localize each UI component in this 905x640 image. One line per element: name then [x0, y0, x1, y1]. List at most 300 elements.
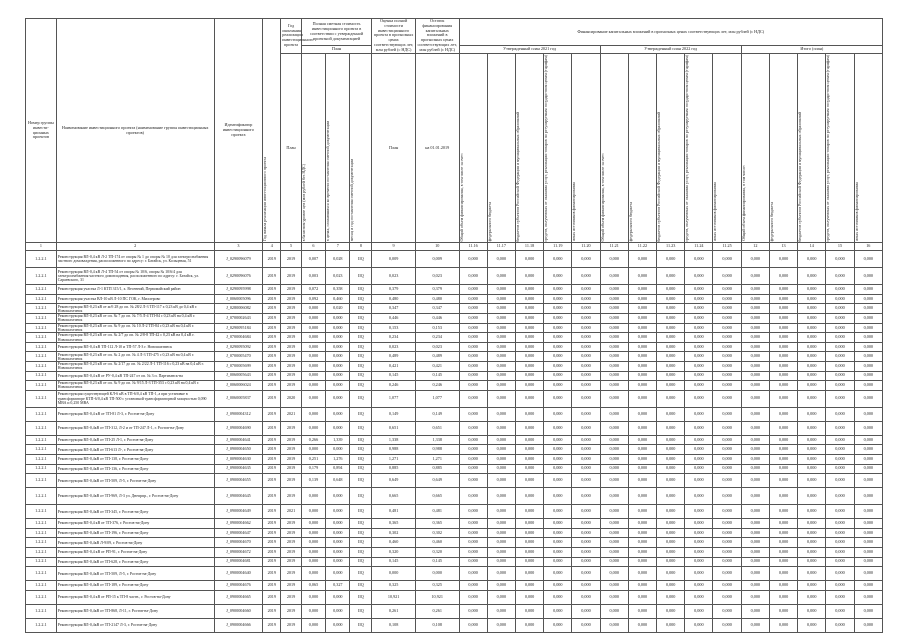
cell-rm: 0,145 — [415, 557, 459, 567]
cell-financing: 0,000 — [769, 604, 797, 618]
cell-financing: 0,000 — [628, 390, 656, 407]
cell-financing: 0,000 — [515, 390, 543, 407]
cell-c3: IIQ — [350, 362, 372, 372]
cell-financing: 0,000 — [769, 362, 797, 372]
cell-financing: 0,000 — [685, 474, 713, 488]
cell-financing: 0,000 — [600, 567, 628, 581]
cell-financing: 0,000 — [769, 251, 797, 268]
cell-financing: 0,000 — [572, 421, 600, 435]
cell-financing: 0,000 — [544, 557, 572, 567]
cell-financing: 0,000 — [685, 557, 713, 567]
cell-financing: 0,000 — [741, 604, 769, 618]
cell-fc: 0,988 — [372, 445, 416, 455]
cell-name: Реконструкция ВЛ-0,4кВ от ТП-25 Л-1, г. Ростов-на-Дону — [56, 435, 214, 445]
cell-financing: 0,000 — [459, 314, 487, 324]
cell-financing: 0,000 — [600, 342, 628, 352]
cell-financing: 0,000 — [713, 604, 741, 618]
cell-financing: 0,000 — [741, 519, 769, 529]
cell-financing: 0,000 — [826, 488, 854, 505]
cell-rm: 0,665 — [415, 488, 459, 505]
cell-ye: 2019 — [281, 304, 302, 314]
cell-financing: 0,000 — [600, 538, 628, 548]
cell-id: J_0900004681 — [214, 557, 263, 567]
cell-fc: 0,149 — [372, 407, 416, 421]
cell-rm: 0,651 — [415, 421, 459, 435]
cell-fc: 0,000 — [372, 567, 416, 581]
cell-fc: 0,320 — [372, 547, 416, 557]
cell-financing: 0,000 — [826, 557, 854, 567]
cell-name: Реконструкция ВЛ-0,4кВ от ТП-509, Л-5, г. Ростов-на-Дону — [56, 567, 214, 581]
cell-financing: 0,000 — [544, 421, 572, 435]
cell-financing: 0,000 — [600, 381, 628, 391]
cell-c3: IIQ — [350, 528, 372, 538]
cell-fc: 0,651 — [372, 421, 416, 435]
cell-financing: 0,000 — [826, 474, 854, 488]
cell-name: Реконструкция ВЛ-0,4 кВ от РУ-0,4 кВ ТП-247 от оп. № 3 п. Партизанск-на — [56, 371, 214, 381]
cell-financing: 0,000 — [769, 421, 797, 435]
cell-financing: 0,000 — [487, 464, 515, 474]
table-row — [26, 618, 883, 632]
cell-financing: 0,000 — [544, 519, 572, 529]
cell-financing: 0,000 — [544, 590, 572, 604]
cell-financing: 0,000 — [572, 304, 600, 314]
cell-c3: IIQ — [350, 435, 372, 445]
cell-financing: 0,000 — [657, 268, 685, 285]
cell-financing: 0,000 — [713, 538, 741, 548]
cell-financing: 0,000 — [657, 362, 685, 372]
cell-financing: 0,000 — [544, 362, 572, 372]
cell-financing: 0,000 — [628, 519, 656, 529]
cell-financing: 0,000 — [741, 567, 769, 581]
cell-c3: IIQ — [350, 407, 372, 421]
cell-financing: 0,000 — [741, 581, 769, 591]
cell-financing: 0,000 — [628, 268, 656, 285]
cell-financing: 0,000 — [572, 251, 600, 268]
cell-financing: 0,000 — [685, 435, 713, 445]
cell-fc: 0,023 — [372, 342, 416, 352]
cell-financing: 0,000 — [713, 590, 741, 604]
cell-c1: 0,000 — [301, 407, 325, 421]
cell-ye: 2019 — [281, 371, 302, 381]
cell-id: J_0280006082 — [214, 304, 263, 314]
cell-ys: 2019 — [263, 464, 281, 474]
cell-financing: 0,000 — [628, 421, 656, 435]
cell-ys: 2019 — [263, 407, 281, 421]
cell-c3: IIQ — [350, 342, 372, 352]
cell-financing: 0,000 — [769, 618, 797, 632]
cell-ys: 2019 — [263, 294, 281, 304]
cell-rm: 0,446 — [415, 314, 459, 324]
cell-financing: 0,000 — [798, 333, 826, 343]
cell-financing: 0,000 — [572, 590, 600, 604]
cell-name: Реконструкция ВЛ-0,4кВ от ТП-345, г. Ростов-на-Дону — [56, 505, 214, 519]
cell-fc: 0,665 — [372, 488, 416, 505]
cell-ys: 2019 — [263, 454, 281, 464]
cell-ye: 2019 — [281, 604, 302, 618]
cell-financing: 0,000 — [657, 381, 685, 391]
cell-financing: 0,000 — [487, 342, 515, 352]
cell-financing: 0,000 — [713, 547, 741, 557]
cell-financing: 0,000 — [741, 407, 769, 421]
cell-c3: IIQ — [350, 304, 372, 314]
header-2021-total: Общий объем финансирования, в том числе за счет: — [459, 53, 487, 243]
cell-financing: 0,000 — [826, 581, 854, 591]
cell-ye: 2019 — [281, 528, 302, 538]
cell-financing: 0,000 — [826, 590, 854, 604]
cell-financing: 0,000 — [657, 251, 685, 268]
cell-financing: 0,000 — [657, 294, 685, 304]
cell-financing: 0,000 — [713, 474, 741, 488]
cell-financing: 0,000 — [826, 304, 854, 314]
header-cost-sub-a: в базисном уровне цен (млн рублей без НДС) — [301, 53, 325, 243]
cell-financing: 0,000 — [657, 464, 685, 474]
cell-financing: 0,000 — [544, 488, 572, 505]
cell-financing: 0,000 — [600, 390, 628, 407]
cell-financing: 0,000 — [628, 505, 656, 519]
cell-financing: 0,000 — [713, 294, 741, 304]
header-year-end-plan: План — [281, 53, 302, 243]
cell-financing: 0,000 — [459, 519, 487, 529]
cell-financing: 0,000 — [572, 567, 600, 581]
cell-c2: 0,000 — [326, 333, 350, 343]
cell-financing: 0,000 — [600, 362, 628, 372]
cell-financing: 0,000 — [487, 352, 515, 362]
cell-financing: 0,000 — [826, 251, 854, 268]
cell-financing: 0,000 — [798, 557, 826, 567]
cell-ys: 2019 — [263, 285, 281, 295]
cell-financing: 0,000 — [854, 421, 882, 435]
table-row — [26, 352, 883, 362]
cell-fc: 0,421 — [372, 362, 416, 372]
cell-rm: 0,421 — [415, 362, 459, 372]
cell-g: 1.2.2.1 — [26, 445, 57, 455]
cell-financing: 0,000 — [798, 285, 826, 295]
cell-financing: 0,000 — [685, 488, 713, 505]
cell-financing: 0,000 — [826, 505, 854, 519]
cell-g: 1.2.2.1 — [26, 268, 57, 285]
cell-financing: 0,000 — [685, 519, 713, 529]
cell-name: Реконструкция ВЛ-0,4кВ от ТП-196, г. Ростов-на-Дону — [56, 528, 214, 538]
cell-c3: IIQ — [350, 371, 372, 381]
cell-financing: 0,000 — [572, 519, 600, 529]
cell-c2: 0,000 — [326, 604, 350, 618]
cell-financing: 0,000 — [854, 567, 882, 581]
cell-c1: 0,000 — [301, 304, 325, 314]
cell-financing: 0,000 — [826, 390, 854, 407]
cell-financing: 0,000 — [544, 323, 572, 333]
table-row — [26, 268, 883, 285]
investment-program-sheet — [25, 18, 883, 633]
cell-financing: 0,000 — [572, 528, 600, 538]
column-number: 1 — [26, 243, 57, 251]
cell-ye: 2019 — [281, 618, 302, 632]
cell-financing: 0,000 — [798, 371, 826, 381]
cell-financing: 0,000 — [628, 581, 656, 591]
cell-financing: 0,000 — [572, 285, 600, 295]
cell-financing: 0,000 — [544, 454, 572, 464]
cell-financing: 0,000 — [487, 445, 515, 455]
cell-fc: 0,009 — [372, 251, 416, 268]
cell-id: J_0900004666 — [214, 618, 263, 632]
cell-financing: 0,000 — [600, 435, 628, 445]
cell-c2: 0,327 — [326, 581, 350, 591]
cell-financing: 0,000 — [854, 581, 882, 591]
header-total-d: средств, полученных от оказания услуг, реализации товаров по регулируемым государством ценам (тарифам) — [826, 53, 854, 243]
column-number: 11.23 — [657, 243, 685, 251]
cell-financing: 0,000 — [854, 435, 882, 445]
cell-fc: 0,325 — [372, 581, 416, 591]
cell-financing: 0,000 — [769, 474, 797, 488]
cell-financing: 0,000 — [854, 251, 882, 268]
header-cost-group: Полная сметная стоимость инвестиционного проекта в соответствии с утвержденной проектной документацией — [301, 19, 372, 46]
cell-id: J_0900004672 — [214, 547, 263, 557]
cell-id: J_0900004655 — [214, 474, 263, 488]
cell-financing: 0,000 — [713, 304, 741, 314]
cell-financing: 0,000 — [826, 352, 854, 362]
cell-financing: 0,000 — [515, 581, 543, 591]
cell-financing: 0,000 — [826, 567, 854, 581]
cell-name: Реконструкция ВЛ-0,4кВ от ТП-138, г. Ростов-на-Дону — [56, 454, 214, 464]
cell-financing: 0,000 — [657, 567, 685, 581]
cell-financing: 0,000 — [798, 435, 826, 445]
cell-financing: 0,000 — [487, 268, 515, 285]
cell-financing: 0,000 — [713, 381, 741, 391]
cell-financing: 0,000 — [487, 567, 515, 581]
cell-c2: 0,000 — [326, 381, 350, 391]
cell-financing: 0,000 — [515, 488, 543, 505]
cell-financing: 0,000 — [515, 519, 543, 529]
cell-financing: 0,000 — [741, 268, 769, 285]
cell-financing: 0,000 — [826, 464, 854, 474]
cell-name: Реконструкция ВЛ-0,23 кВ от оп. № 2/17 до оп. № 2/22 Л-1 ТП-116 с 0,23 кВ на 0,4 кВ г. Новошахтинск — [56, 362, 214, 372]
cell-ye: 2019 — [281, 567, 302, 581]
cell-financing: 0,000 — [515, 251, 543, 268]
cell-financing: 0,000 — [487, 488, 515, 505]
cell-financing: 0,000 — [854, 528, 882, 538]
cell-c1: 0,000 — [301, 323, 325, 333]
cell-fc: 0,261 — [372, 604, 416, 618]
cell-c2: 1,276 — [326, 454, 350, 464]
column-number: 7 — [326, 243, 350, 251]
cell-financing: 0,000 — [459, 342, 487, 352]
cell-ys: 2019 — [263, 567, 281, 581]
cell-ye: 2019 — [281, 333, 302, 343]
cell-financing: 0,000 — [459, 333, 487, 343]
cell-g: 1.2.2.1 — [26, 352, 57, 362]
cell-financing: 0,000 — [741, 435, 769, 445]
cell-c1: 0,000 — [301, 381, 325, 391]
cell-c3: IIQ — [350, 488, 372, 505]
header-cost-plan: План — [301, 45, 372, 53]
investment-projects-table — [25, 18, 883, 633]
cell-c1: 0,092 — [301, 294, 325, 304]
cell-financing: 0,000 — [515, 618, 543, 632]
header-group-number: Номер группы инвести-ционных проектов — [26, 19, 57, 243]
cell-financing: 0,000 — [685, 567, 713, 581]
column-number: 11.17 — [487, 243, 515, 251]
cell-financing: 0,000 — [798, 590, 826, 604]
cell-financing: 0,000 — [459, 505, 487, 519]
cell-c2: 0,000 — [326, 371, 350, 381]
cell-financing: 0,000 — [826, 445, 854, 455]
cell-financing: 0,000 — [741, 538, 769, 548]
cell-financing: 0,000 — [657, 333, 685, 343]
cell-fc: 1,338 — [372, 435, 416, 445]
cell-id: J_0700005470 — [214, 352, 263, 362]
cell-g: 1.2.2.1 — [26, 590, 57, 604]
cell-fc: 0,885 — [372, 464, 416, 474]
cell-c1: 0,000 — [301, 547, 325, 557]
cell-ye: 2020 — [281, 390, 302, 407]
cell-financing: 0,000 — [600, 352, 628, 362]
cell-financing: 0,000 — [544, 538, 572, 548]
cell-financing: 0,000 — [572, 581, 600, 591]
cell-financing: 0,000 — [769, 323, 797, 333]
header-2021-other: средств, полученных от оказания услуг, реализации товаров по регулируемым государством ценам (тарифам) — [544, 53, 572, 243]
cell-financing: 0,000 — [713, 407, 741, 421]
cell-c3: IIQ — [350, 590, 372, 604]
cell-rm: 0,246 — [415, 381, 459, 391]
cell-rm: 0,153 — [415, 323, 459, 333]
cell-fc: 0,108 — [372, 618, 416, 632]
cell-id: J_0290095998 — [214, 285, 263, 295]
cell-financing: 0,000 — [685, 547, 713, 557]
cell-c3: IIQ — [350, 538, 372, 548]
cell-ys: 2019 — [263, 528, 281, 538]
cell-financing: 0,000 — [798, 567, 826, 581]
cell-name: Реконструкция ВЛ-0,23 кВ от оп. № 9 до оп. № 10 Л-2 ТП-84 с 0,23 кВ на 0,4 кВ г. Новошахтинск — [56, 323, 214, 333]
cell-c2: 0,460 — [326, 294, 350, 304]
cell-ys: 2019 — [263, 333, 281, 343]
cell-financing: 0,000 — [769, 519, 797, 529]
cell-financing: 0,000 — [459, 268, 487, 285]
cell-financing: 0,000 — [572, 333, 600, 343]
table-row — [26, 390, 883, 407]
cell-financing: 0,000 — [600, 285, 628, 295]
cell-financing: 0,000 — [741, 464, 769, 474]
cell-c2: 0,894 — [326, 464, 350, 474]
cell-financing: 0,000 — [628, 474, 656, 488]
cell-financing: 0,000 — [487, 505, 515, 519]
cell-financing: 0,000 — [487, 381, 515, 391]
cell-financing: 0,000 — [713, 333, 741, 343]
cell-financing: 0,000 — [515, 590, 543, 604]
cell-financing: 0,000 — [572, 407, 600, 421]
cell-fc: 1,271 — [372, 454, 416, 464]
cell-fc: 0,145 — [372, 557, 416, 567]
cell-financing: 0,000 — [657, 528, 685, 538]
cell-g: 1.2.2.1 — [26, 604, 57, 618]
cell-financing: 0,000 — [600, 464, 628, 474]
cell-ye: 2019 — [281, 421, 302, 435]
cell-financing: 0,000 — [572, 505, 600, 519]
cell-financing: 0,000 — [826, 314, 854, 324]
cell-g: 1.2.2.1 — [26, 304, 57, 314]
cell-financing: 0,000 — [685, 362, 713, 372]
cell-financing: 0,000 — [854, 314, 882, 324]
cell-id: J_0060005837 — [214, 390, 263, 407]
cell-g: 1.2.2.1 — [26, 474, 57, 488]
cell-rm: 0,145 — [415, 371, 459, 381]
cell-id: J_0900004676 — [214, 581, 263, 591]
cell-financing: 0,000 — [487, 474, 515, 488]
cell-financing: 0,000 — [685, 371, 713, 381]
column-number: 6 — [301, 243, 325, 251]
cell-fc: 0,460 — [372, 538, 416, 548]
cell-c3: IIQ — [350, 604, 372, 618]
cell-c1: 0,000 — [301, 618, 325, 632]
cell-g: 1.2.2.1 — [26, 342, 57, 352]
cell-financing: 0,000 — [741, 547, 769, 557]
cell-financing: 0,000 — [854, 538, 882, 548]
cell-financing: 0,000 — [826, 342, 854, 352]
cell-financing: 0,000 — [854, 464, 882, 474]
cell-financing: 0,000 — [713, 371, 741, 381]
cell-financing: 0,000 — [572, 371, 600, 381]
cell-financing: 0,000 — [741, 333, 769, 343]
cell-financing: 0,000 — [854, 333, 882, 343]
cell-rm: 0,460 — [415, 538, 459, 548]
cell-financing: 0,000 — [459, 538, 487, 548]
cell-ye: 2019 — [281, 294, 302, 304]
cell-rm: 0,988 — [415, 445, 459, 455]
header-plan-2021: Утвержденный план 2021 год — [459, 45, 600, 53]
header-2022-total: Общий объем финансирования, в том числе за счет: — [600, 53, 628, 243]
cell-id: J_0900004647 — [214, 528, 263, 538]
cell-financing: 0,000 — [741, 474, 769, 488]
cell-financing: 0,000 — [741, 454, 769, 464]
cell-id: J_0060006024 — [214, 381, 263, 391]
cell-financing: 0,000 — [657, 505, 685, 519]
cell-c3: IIQ — [350, 618, 372, 632]
cell-financing: 0,000 — [854, 519, 882, 529]
column-number: 11.20 — [572, 243, 600, 251]
cell-financing: 0,000 — [657, 314, 685, 324]
cell-financing: 0,000 — [798, 454, 826, 464]
cell-c1: 0,139 — [301, 474, 325, 488]
cell-name: Реконструкция ВЛ-0,4кВ Л-9/09, г. Ростов-на-Дону — [56, 538, 214, 548]
cell-id: J_0290096079 — [214, 251, 263, 268]
cell-financing: 0,000 — [544, 268, 572, 285]
cell-financing: 0,000 — [572, 268, 600, 285]
cell-financing: 0,000 — [459, 567, 487, 581]
cell-financing: 0,000 — [769, 445, 797, 455]
cell-financing: 0,000 — [685, 314, 713, 324]
cell-financing: 0,000 — [657, 352, 685, 362]
cell-financing: 0,000 — [515, 407, 543, 421]
cell-g: 1.2.2.1 — [26, 323, 57, 333]
cell-financing: 0,000 — [657, 285, 685, 295]
cell-fc: 0,649 — [372, 474, 416, 488]
cell-financing: 0,000 — [515, 323, 543, 333]
cell-financing: 0,000 — [826, 547, 854, 557]
table-row — [26, 342, 883, 352]
cell-c2: 0,000 — [326, 488, 350, 505]
cell-name: Реконструкция участка ВЛ-10 кВ Л-10 ПС ГОК, г. Миллерово — [56, 294, 214, 304]
cell-financing: 0,000 — [685, 581, 713, 591]
cell-financing: 0,000 — [572, 390, 600, 407]
cell-ye: 2019 — [281, 590, 302, 604]
cell-c3: IIQ — [350, 352, 372, 362]
cell-fc: 10,921 — [372, 590, 416, 604]
cell-financing: 0,000 — [854, 454, 882, 464]
cell-rm: 0,234 — [415, 333, 459, 343]
cell-financing: 0,000 — [741, 390, 769, 407]
cell-financing: 0,000 — [657, 557, 685, 567]
cell-financing: 0,000 — [515, 285, 543, 295]
cell-c1: 0,000 — [301, 557, 325, 567]
cell-financing: 0,000 — [657, 304, 685, 314]
